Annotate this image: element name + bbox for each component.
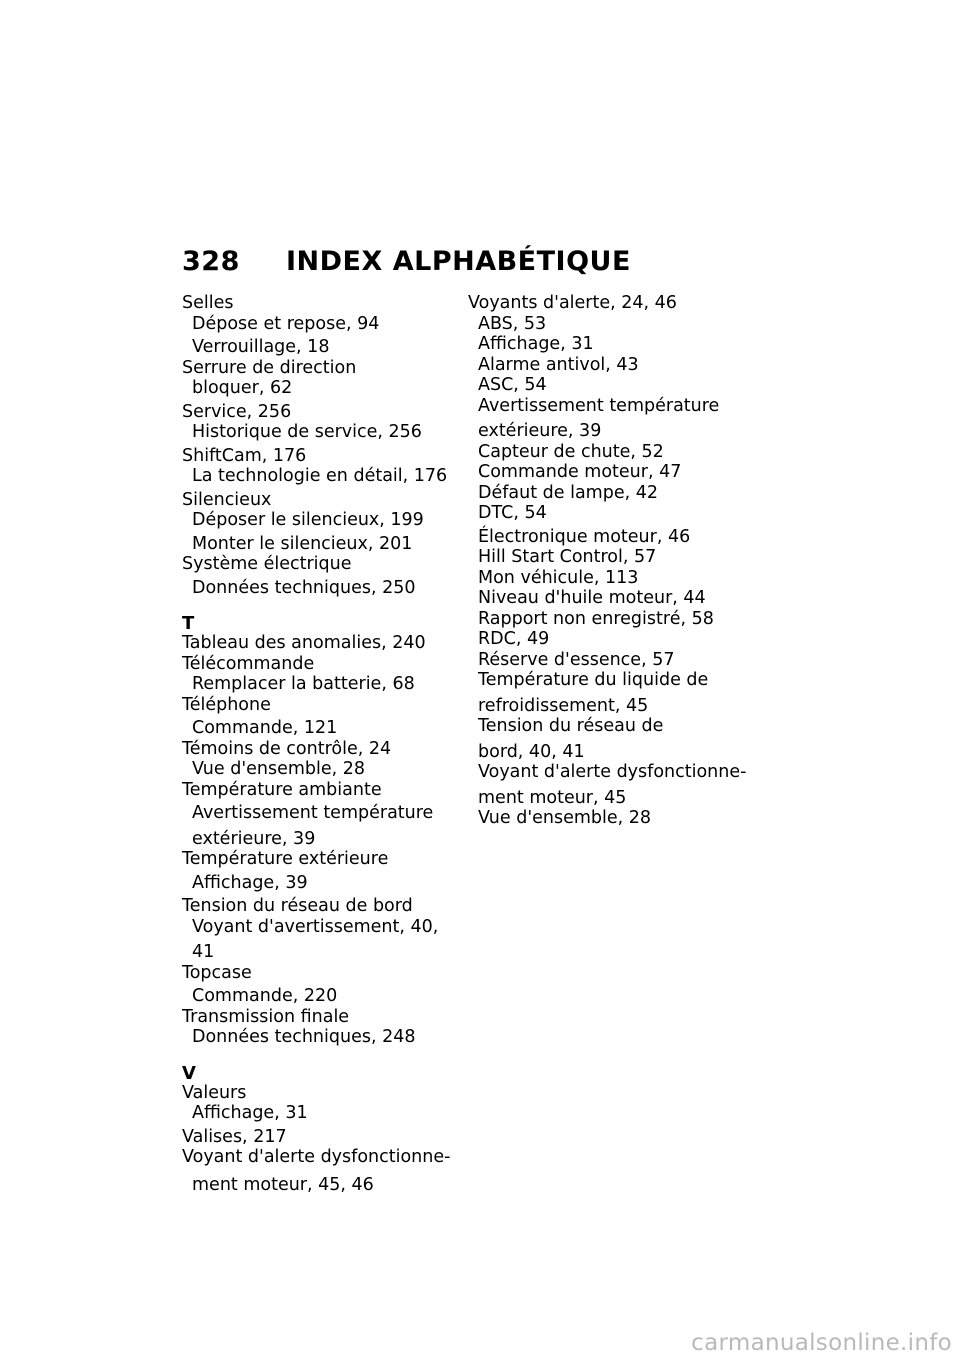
index-subentry: Remplacer la batterie, 68 [192,674,415,694]
index-entry: Voyant d'alerte dysfonctionne- [182,1147,451,1167]
index-subentry: Historique de service, 256 [192,422,422,442]
index-subentry: Tension du réseau de [478,716,664,736]
index-entry: Système électrique [182,554,352,574]
index-subentry: Niveau d'huile moteur, 44 [478,588,706,608]
index-entry: Service, 256 [182,401,292,422]
index-subentry: Alarme antivol, 43 [478,354,639,375]
index-subentry: Défaut de lampe, 42 [478,482,658,503]
index-subentry: Affichage, 39 [192,872,308,893]
index-subentry: Rapport non enregistré, 58 [478,608,714,629]
index-letter-heading: V [182,1062,196,1084]
watermark: carmanualsonline.info [691,1330,952,1356]
index-subentry: Température du liquide de [478,670,709,690]
index-entry: Topcase [182,962,252,983]
page-title: INDEX ALPHABÉTIQUE [286,246,631,277]
index-subentry: ment moteur, 45, 46 [192,1174,374,1195]
index-subentry: Déposer le silencieux, 199 [192,510,424,530]
index-subentry: Commande, 121 [192,718,338,738]
index-column-right [468,293,758,829]
index-subentry: Vue d'ensemble, 28 [192,759,366,779]
index-subentry: Capteur de chute, 52 [478,441,664,462]
index-subentry: Données techniques, 248 [192,1027,416,1047]
index-subentry: ABS, 53 [478,313,547,334]
index-entry: Valises, 217 [182,1126,287,1147]
index-subentry: Avertissement température [478,395,720,416]
index-subentry: Commande moteur, 47 [478,462,682,482]
index-subentry: bloquer, 62 [192,378,293,398]
index-entry: Tension du réseau de bord [182,896,413,916]
page-header [182,246,631,280]
index-entry: Selles [182,293,234,313]
index-subentry: 41 [192,942,215,962]
index-subentry: ASC, 54 [478,375,547,395]
index-subentry: Réserve d'essence, 57 [478,649,675,670]
index-subentry: Données techniques, 250 [192,577,416,598]
index-entry: Voyants d'alerte, 24, 46 [468,293,677,313]
index-entry: Transmission finale [182,1006,350,1027]
index-entry: Valeurs [182,1082,247,1103]
index-subentry: Affichage, 31 [192,1103,308,1123]
index-entry: Température extérieure [182,849,389,869]
index-subentry: extérieure, 39 [478,421,602,441]
index-subentry: Avertissement température [192,803,434,823]
index-subentry: refroidissement, 45 [478,695,649,716]
index-letter-heading: T [182,613,195,634]
index-subentry: Verrouillage, 18 [192,337,330,357]
index-column-left [182,293,452,1195]
index-subentry: bord, 40, 41 [478,741,585,762]
index-subentry: Dépose et repose, 94 [192,313,380,334]
index-entry: Téléphone [182,694,271,715]
index-subentry: RDC, 49 [478,629,550,649]
index-entry: ShiftCam, 176 [182,445,307,466]
index-subentry: Voyant d'avertissement, 40, [192,916,439,937]
index-subentry: Électronique moteur, 46 [478,526,691,547]
page-number: 328 [182,246,240,277]
index-subentry: Voyant d'alerte dysfonctionne- [478,762,747,782]
index-entry: Télécommande [182,653,315,674]
index-subentry: Vue d'ensemble, 28 [478,808,652,828]
index-subentry: extérieure, 39 [192,828,316,849]
index-subentry: DTC, 54 [478,503,547,523]
index-entry: Serrure de direction [182,357,357,378]
index-subentry: Mon véhicule, 113 [478,567,639,588]
index-entry: Silencieux [182,489,272,510]
index-entry: Température ambiante [182,779,382,800]
index-subentry: Monter le silencieux, 201 [192,533,413,554]
index-subentry: La technologie en détail, 176 [192,466,448,486]
index-subentry: Hill Start Control, 57 [478,547,657,567]
index-subentry: Affichage, 31 [478,334,594,354]
index-subentry: Commande, 220 [192,986,338,1006]
index-entry: Tableau des anomalies, 240 [182,633,426,653]
index-entry: Témoins de contrôle, 24 [182,738,392,759]
index-subentry: ment moteur, 45 [478,787,627,808]
